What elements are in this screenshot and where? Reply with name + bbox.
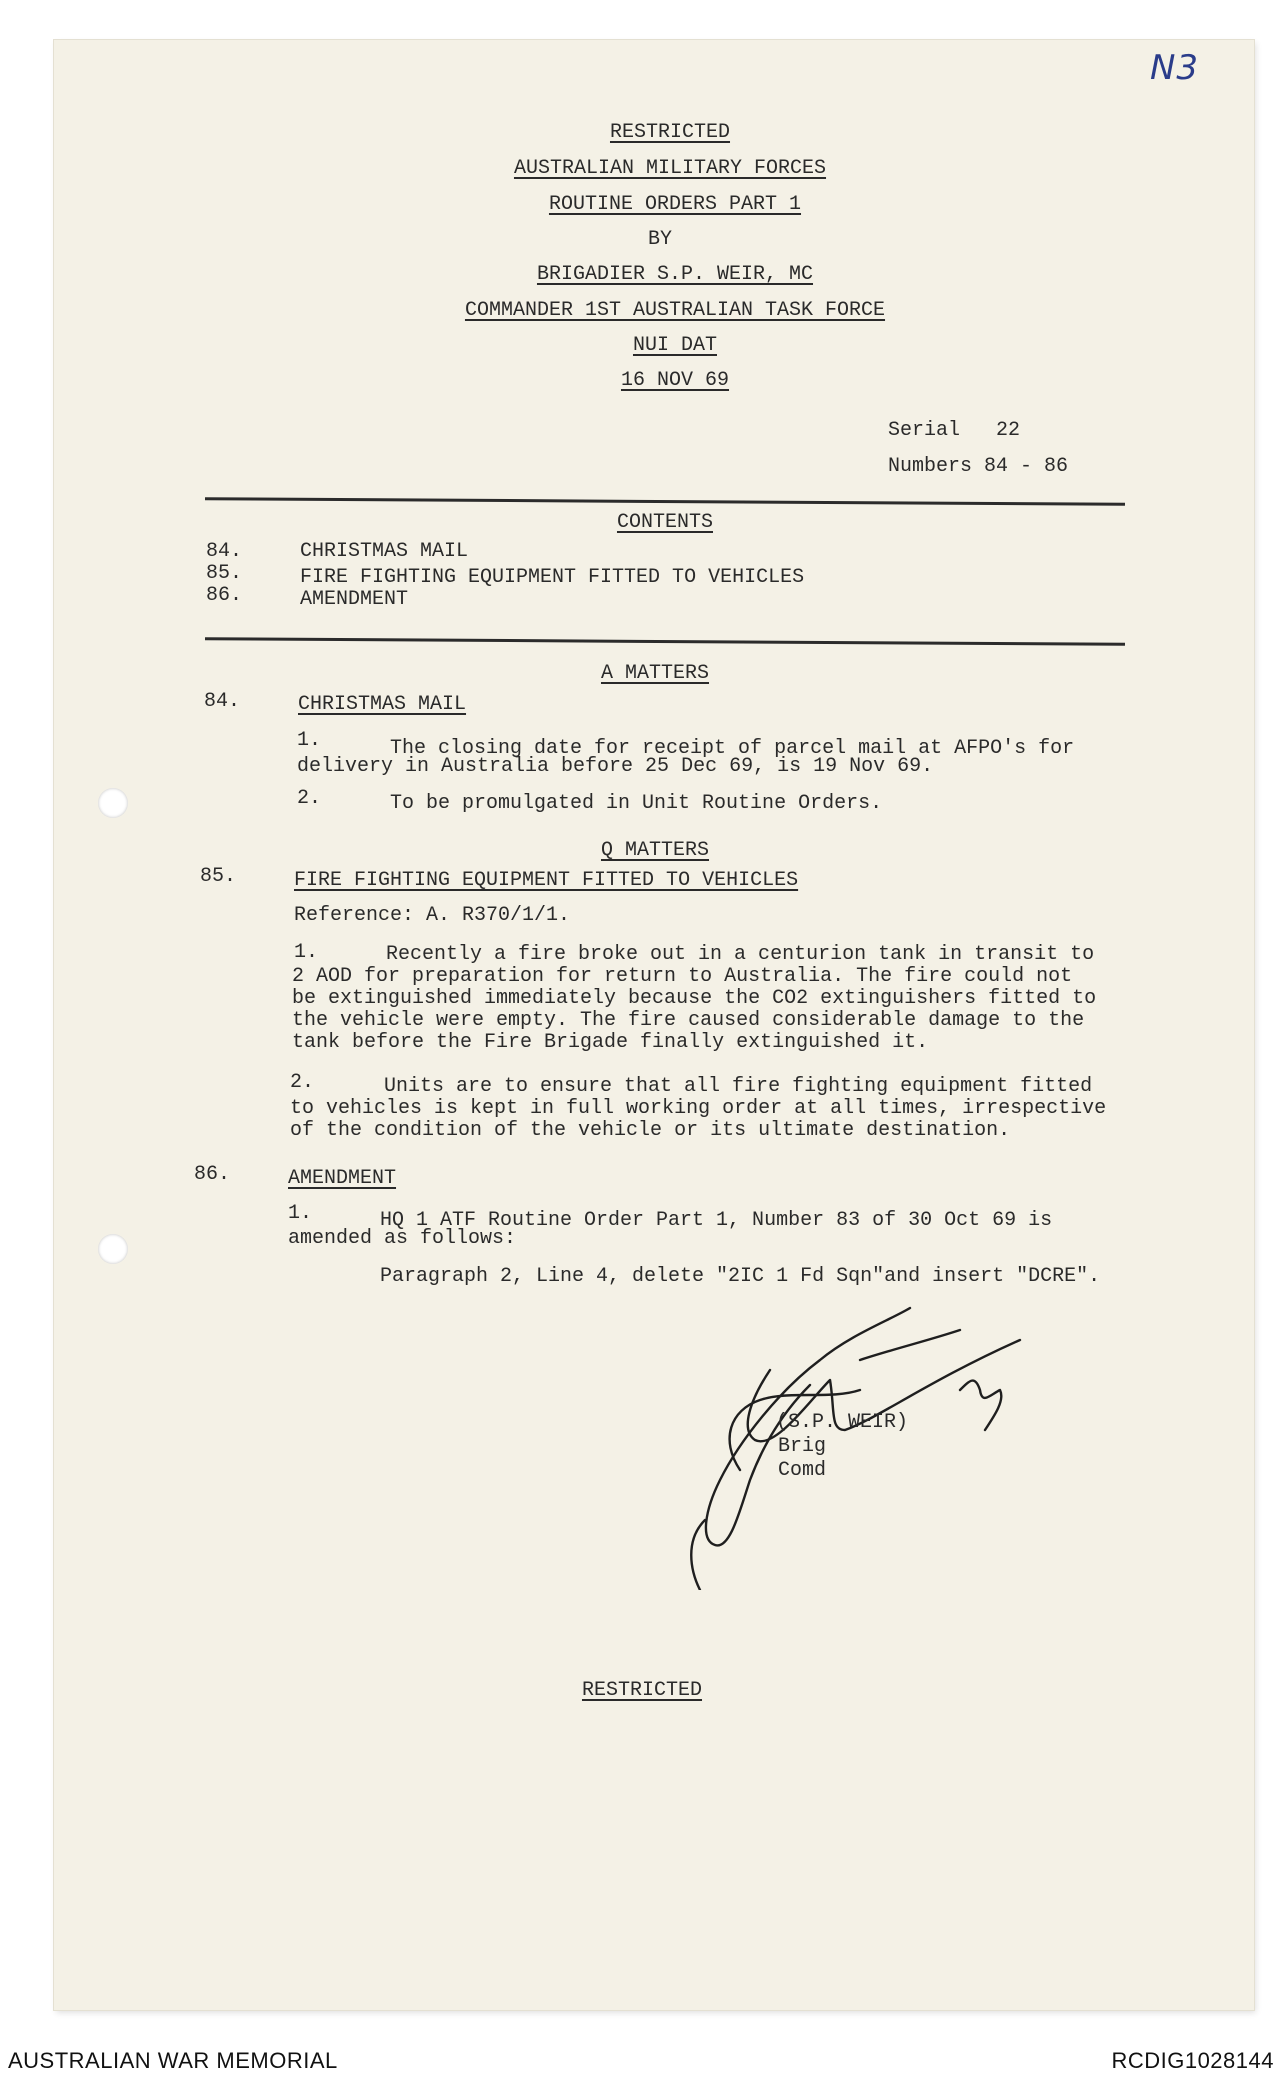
signatory-appointment: Comd bbox=[778, 1459, 827, 1482]
section-heading-q-matters: Q MATTERS bbox=[600, 839, 710, 862]
issuer-position: COMMANDER 1ST AUSTRALIAN TASK FORCE bbox=[464, 299, 886, 322]
paragraph-text: of the condition of the vehicle or its ultimate destination. bbox=[290, 1119, 1011, 1142]
signatory-rank: Brig bbox=[778, 1435, 827, 1458]
by-line: BY bbox=[647, 228, 672, 251]
paragraph-number: 1. bbox=[297, 729, 322, 752]
section-heading-a-matters: A MATTERS bbox=[600, 662, 710, 685]
paragraph-text: to vehicles is kept in full working order at all times, irrespective bbox=[290, 1097, 1107, 1120]
paragraph-text: be extinguished immediately because the CO2 extinguishers fitted to bbox=[292, 987, 1097, 1010]
contents-num: 86. bbox=[206, 584, 243, 607]
paragraph-text: The closing date for receipt of parcel mail at AFPO's for bbox=[390, 737, 1075, 760]
order-number: 84. bbox=[204, 690, 241, 713]
numbers: Numbers 84 - 86 bbox=[888, 455, 1069, 478]
contents-item: AMENDMENT bbox=[300, 588, 409, 611]
paragraph-text: Units are to ensure that all fire fighting equipment fitted bbox=[384, 1075, 1093, 1098]
order-number: 86. bbox=[194, 1163, 231, 1186]
serial: Serial 22 bbox=[888, 419, 1021, 442]
order-title: FIRE FIGHTING EQUIPMENT FITTED TO VEHICLES bbox=[294, 869, 799, 892]
paragraph-number: 2. bbox=[297, 787, 322, 810]
classification-bottom: RESTRICTED bbox=[581, 1679, 703, 1702]
contents-heading: CONTENTS bbox=[616, 511, 713, 534]
paragraph-number: 2. bbox=[290, 1071, 315, 1094]
orders-title: ROUTINE ORDERS PART 1 bbox=[548, 193, 802, 216]
archive-footer-right: RCDIG1028144 bbox=[1111, 2048, 1274, 2073]
paragraph-text: delivery in Australia before 25 Dec 69, is 19 Nov 69. bbox=[297, 755, 934, 778]
handwritten-signature bbox=[660, 1290, 1040, 1590]
order-title: CHRISTMAS MAIL bbox=[298, 693, 467, 716]
classification-top: RESTRICTED bbox=[609, 121, 731, 144]
paragraph-number: 1. bbox=[294, 941, 319, 964]
paragraph-text: 2 AOD for preparation for return to Australia. The fire could not bbox=[292, 965, 1073, 988]
paragraph-text: HQ 1 ATF Routine Order Part 1, Number 83 of 30 Oct 69 is bbox=[380, 1209, 1053, 1232]
paragraph-number: 1. bbox=[288, 1202, 313, 1225]
contents-num: 85. bbox=[206, 562, 243, 585]
reference: Reference: A. R370/1/1. bbox=[294, 904, 571, 927]
paragraph-text: Recently a fire broke out in a centurion tank in transit to bbox=[386, 943, 1095, 966]
paragraph-text: Paragraph 2, Line 4, delete "2IC 1 Fd Sqn"and insert "DCRE". bbox=[380, 1265, 1101, 1288]
paragraph-text: the vehicle were empty. The fire caused considerable damage to the bbox=[292, 1009, 1085, 1032]
contents-item: FIRE FIGHTING EQUIPMENT FITTED TO VEHICLES bbox=[300, 566, 805, 589]
contents-num: 84. bbox=[206, 540, 243, 563]
handwritten-mark: N3 bbox=[1150, 48, 1200, 88]
paragraph-text: To be promulgated in Unit Routine Orders. bbox=[390, 792, 883, 815]
location: NUI DAT bbox=[632, 334, 717, 357]
punch-hole bbox=[98, 788, 128, 818]
date: 16 NOV 69 bbox=[620, 369, 730, 392]
paragraph-text: tank before the Fire Brigade finally extinguished it. bbox=[292, 1031, 929, 1054]
issuer: BRIGADIER S.P. WEIR, MC bbox=[536, 263, 814, 286]
order-title: AMENDMENT bbox=[288, 1167, 397, 1190]
contents-item: CHRISTMAS MAIL bbox=[300, 540, 469, 563]
punch-hole bbox=[98, 1234, 128, 1264]
signatory-name: (S.P. WEIR) bbox=[776, 1411, 909, 1434]
order-number: 85. bbox=[200, 865, 237, 888]
archive-footer-left: AUSTRALIAN WAR MEMORIAL bbox=[8, 2048, 338, 2073]
paragraph-text: amended as follows: bbox=[288, 1227, 517, 1250]
org-name: AUSTRALIAN MILITARY FORCES bbox=[513, 157, 827, 180]
